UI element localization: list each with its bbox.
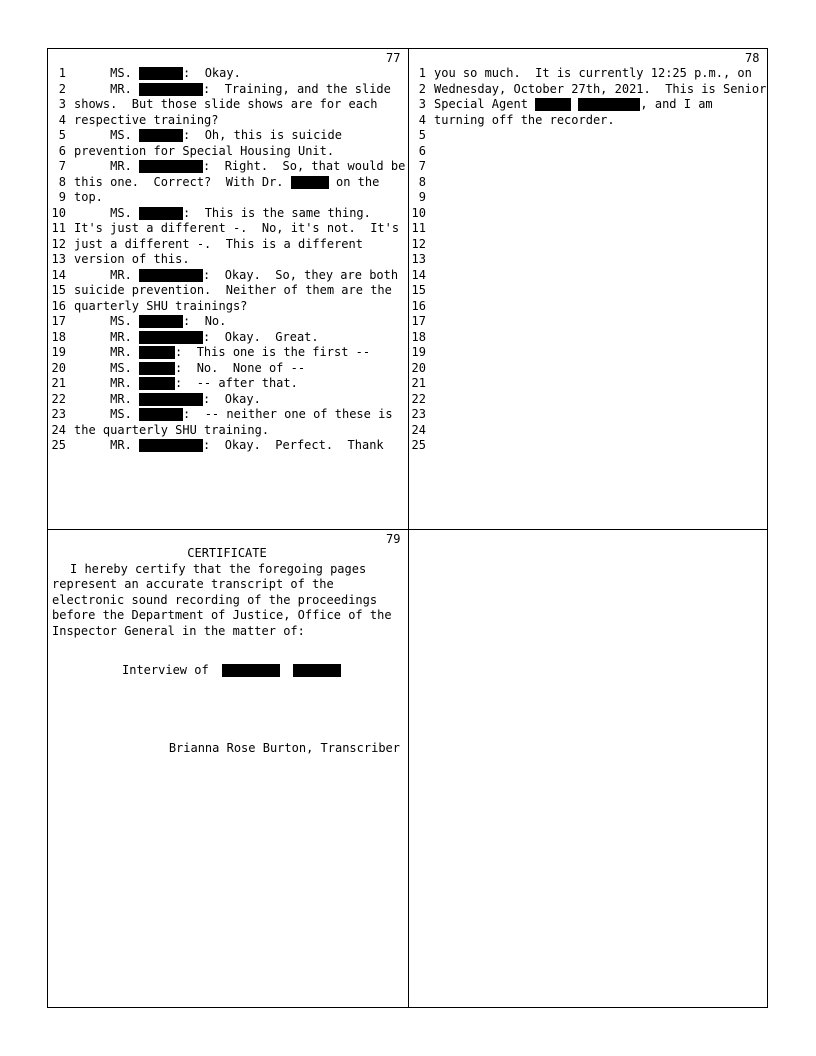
line-text: MR. <box>74 81 140 96</box>
line-number: 23 <box>51 407 66 421</box>
line-number: 3 <box>58 97 66 111</box>
redaction-box <box>139 346 175 359</box>
line-number: 7 <box>58 159 66 173</box>
line-number: 11 <box>411 221 426 235</box>
transcript-line <box>408 283 766 299</box>
transcript-line <box>408 144 766 160</box>
transcript-line <box>408 330 766 346</box>
transcript-line <box>408 97 766 113</box>
line-text: Wednesday, October 27th, 2021. This is Senior <box>434 81 767 96</box>
line-number: 9 <box>418 190 426 204</box>
transcript-line <box>408 113 766 129</box>
transcript-line <box>408 221 766 237</box>
line-number: 15 <box>411 283 426 297</box>
line-text: respective training? <box>74 112 219 127</box>
line-text: : -- after that. <box>175 376 298 390</box>
line-number: 20 <box>51 360 66 375</box>
line-text: : Okay. So, they are both <box>203 267 399 282</box>
line-text: MS. <box>74 128 140 142</box>
line-text: version of this. <box>74 252 190 266</box>
line-number: 20 <box>411 360 426 375</box>
line-number: 1 <box>58 66 66 80</box>
line-text: MR. <box>74 438 140 452</box>
interview-label: Interview of <box>122 663 209 677</box>
interview-line <box>52 663 402 679</box>
line-number: 25 <box>411 438 426 452</box>
line-text: this one. Correct? With Dr. <box>74 174 291 189</box>
page-78-lines <box>408 66 766 454</box>
line-number: 3 <box>418 97 426 111</box>
transcript-line <box>48 128 406 144</box>
line-text: MS. <box>74 360 140 375</box>
certificate-title: CERTIFICATE <box>187 546 267 560</box>
transcript-line <box>48 268 406 284</box>
redaction-box <box>139 83 203 96</box>
redaction-box <box>139 331 203 344</box>
transcript-line <box>48 438 406 454</box>
transcript-line <box>408 392 766 408</box>
transcript-line <box>408 66 766 82</box>
transcript-line <box>48 221 406 237</box>
line-text: MS. <box>74 66 140 80</box>
transcript-line <box>48 175 406 191</box>
line-text: Special Agent <box>434 97 536 111</box>
line-text: : No. <box>183 314 227 328</box>
transcript-line <box>48 345 406 361</box>
redaction-box <box>139 129 183 142</box>
line-number: 25 <box>51 438 66 452</box>
line-text: you so much. It is currently 12:25 p.m., on <box>434 66 752 80</box>
line-text: suicide prevention. Neither of them are the <box>74 283 392 297</box>
line-number: 14 <box>411 267 426 282</box>
row-divider <box>48 529 767 530</box>
transcript-line <box>408 299 766 315</box>
transcript-line <box>48 361 406 377</box>
line-number: 12 <box>411 236 426 251</box>
line-number: 14 <box>51 267 66 282</box>
page-77-lines <box>48 66 406 454</box>
line-text: , and I am <box>640 97 713 111</box>
transcript-line <box>48 252 406 268</box>
transcript-line <box>48 159 406 175</box>
line-text: : Right. So, that would be <box>203 159 406 173</box>
transcript-line <box>48 407 406 423</box>
line-number: 4 <box>418 112 426 127</box>
page-number-78: 78 <box>745 51 760 65</box>
line-number: 12 <box>51 236 66 251</box>
line-text: MR. <box>74 391 140 406</box>
transcript-line <box>48 206 406 222</box>
line-number: 24 <box>411 422 426 437</box>
redaction-box <box>535 98 571 111</box>
line-number: 13 <box>51 252 66 266</box>
line-text <box>571 97 578 111</box>
transcript-line <box>408 345 766 361</box>
transcript-line <box>48 330 406 346</box>
line-text: MR. <box>74 329 140 344</box>
line-text: MS. <box>74 205 140 220</box>
page-number-79: 79 <box>386 532 401 546</box>
line-text: : This is the same thing. <box>183 205 371 220</box>
transcript-line <box>408 237 766 253</box>
transcript-line <box>48 97 406 113</box>
transcriber-signature: Brianna Rose Burton, Transcriber <box>168 740 400 755</box>
line-text: : Okay. <box>203 391 261 406</box>
transcript-line <box>408 190 766 206</box>
line-number: 9 <box>58 190 66 204</box>
transcript-line <box>48 144 406 160</box>
transcript-line <box>48 113 406 129</box>
redaction-box <box>222 664 280 677</box>
redaction-box <box>293 664 341 677</box>
transcript-line <box>408 175 766 191</box>
line-text: top. <box>74 190 103 204</box>
line-number: 10 <box>411 205 426 220</box>
line-text: MS. <box>74 314 140 328</box>
transcript-line <box>408 361 766 377</box>
line-number: 5 <box>58 128 66 142</box>
line-number: 23 <box>411 407 426 421</box>
line-number: 8 <box>58 174 66 189</box>
line-number: 2 <box>58 81 66 96</box>
line-text: : Okay. Perfect. Thank <box>203 438 384 452</box>
transcript-line <box>48 423 406 439</box>
line-number: 10 <box>51 205 66 220</box>
certificate-body: I hereby certify that the foregoing pages represent an accurate transcript of the electronic sound recording of the proceedings before the Department of Justice, Office of the Inspector General in the matter of: <box>52 561 392 638</box>
line-text: the quarterly SHU training. <box>74 422 270 437</box>
line-text: MR. <box>74 345 140 359</box>
line-number: 19 <box>51 345 66 359</box>
line-text: : Training, and the slide <box>203 81 391 96</box>
redaction-box <box>139 315 183 328</box>
transcript-line <box>408 438 766 454</box>
line-number: 15 <box>51 283 66 297</box>
line-text: : Okay. <box>183 66 241 80</box>
line-text: : -- neither one of these is <box>183 407 393 421</box>
line-text: It's just a different -. No, it's not. It's <box>74 221 400 235</box>
line-text: quarterly SHU trainings? <box>74 298 248 313</box>
redaction-box <box>139 269 203 282</box>
line-number: 16 <box>411 298 426 313</box>
line-text: MS. <box>74 407 140 421</box>
transcript-line <box>408 206 766 222</box>
line-text: MR. <box>74 267 140 282</box>
line-number: 6 <box>418 143 426 158</box>
transcript-line <box>408 407 766 423</box>
line-number: 16 <box>51 298 66 313</box>
redaction-box <box>139 207 183 220</box>
transcript-line <box>48 66 406 82</box>
transcript-line <box>408 423 766 439</box>
transcript-line <box>48 299 406 315</box>
line-number: 2 <box>418 81 426 96</box>
page-number-77: 77 <box>386 51 401 65</box>
line-number: 21 <box>411 376 426 390</box>
redaction-box <box>139 160 203 173</box>
transcript-line <box>408 82 766 98</box>
transcript-line <box>48 392 406 408</box>
line-number: 7 <box>418 159 426 173</box>
transcript-frame <box>47 48 768 1008</box>
redaction-box <box>139 377 175 390</box>
line-text: : Okay. Great. <box>203 329 319 344</box>
redaction-box <box>291 176 329 189</box>
transcript-line <box>408 268 766 284</box>
transcript-line <box>48 237 406 253</box>
line-number: 17 <box>51 314 66 328</box>
line-number: 24 <box>51 422 66 437</box>
transcript-line <box>48 283 406 299</box>
redaction-box <box>139 393 203 406</box>
line-text: MR. <box>74 159 140 173</box>
transcript-line <box>408 159 766 175</box>
transcript-line <box>408 314 766 330</box>
line-number: 18 <box>411 329 426 344</box>
line-text: just a different -. This is a different <box>74 236 363 251</box>
line-number: 5 <box>418 128 426 142</box>
redaction-box <box>578 98 640 111</box>
line-number: 21 <box>51 376 66 390</box>
line-number: 4 <box>58 112 66 127</box>
transcript-line <box>48 82 406 98</box>
line-text: : No. None of -- <box>175 360 306 375</box>
line-number: 1 <box>418 66 426 80</box>
redaction-box <box>139 408 183 421</box>
redaction-box <box>139 362 175 375</box>
line-number: 8 <box>418 174 426 189</box>
transcript-line <box>408 128 766 144</box>
line-text: turning off the recorder. <box>434 112 615 127</box>
line-number: 11 <box>51 221 66 235</box>
line-text: on the <box>328 174 380 189</box>
line-number: 13 <box>411 252 426 266</box>
redaction-box <box>139 67 183 80</box>
transcript-line <box>408 252 766 268</box>
certificate-block <box>52 546 402 756</box>
transcript-line <box>48 190 406 206</box>
transcript-line <box>408 376 766 392</box>
line-number: 6 <box>58 143 66 158</box>
line-number: 22 <box>51 391 66 406</box>
line-text: : This one is the first -- <box>175 345 371 359</box>
line-text: : Oh, this is suicide <box>183 128 342 142</box>
line-number: 19 <box>411 345 426 359</box>
line-text: shows. But those slide shows are for each <box>74 97 378 111</box>
redaction-box <box>139 439 203 452</box>
transcript-line <box>48 376 406 392</box>
line-number: 17 <box>411 314 426 328</box>
line-number: 22 <box>411 391 426 406</box>
line-number: 18 <box>51 329 66 344</box>
transcript-line <box>48 314 406 330</box>
line-text: MR. <box>74 376 140 390</box>
line-text: prevention for Special Housing Unit. <box>74 143 335 158</box>
